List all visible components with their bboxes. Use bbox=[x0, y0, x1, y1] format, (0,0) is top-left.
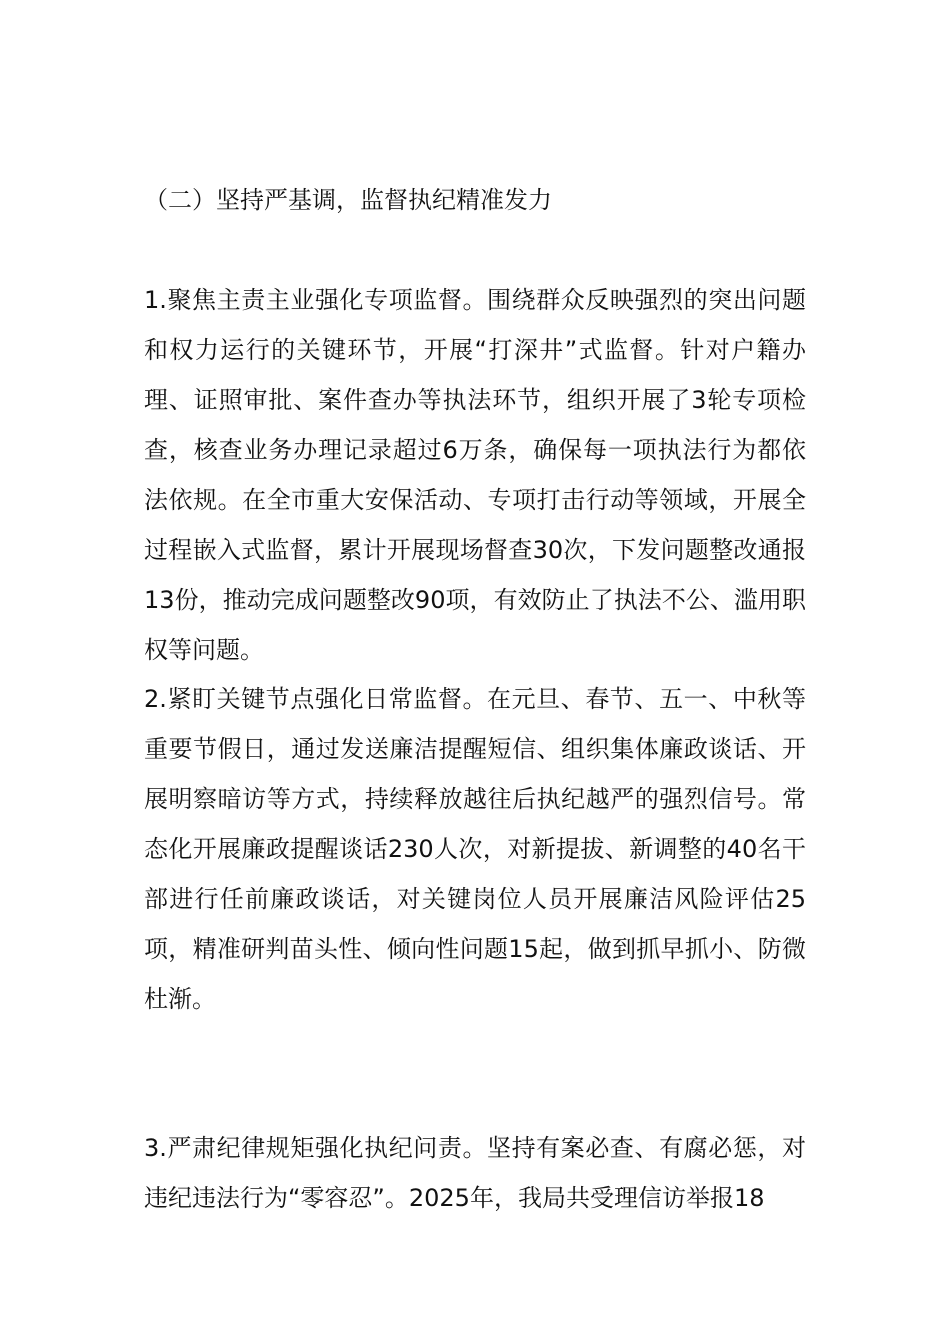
paragraph-daily-supervision: 2.紧盯关键节点强化日常监督。在元旦、春节、五一、中秋等重要节假日，通过发送廉洁提醒短信、组织集体廉政谈话、开展明察暗访等方式，持续释放越往后执纪越严的强烈信号。常态化开展廉政提醒谈话230人次，对新提拔、新调整的40名干部进行任前廉政谈话，对关键岗位人员开展廉洁风险评估25项，精准研判苗头性、倾向性问题15起，做到抓早抓小、防微杜渐。 bbox=[144, 685, 806, 1013]
section-heading: （二）坚持严基调，监督执纪精准发力 bbox=[144, 186, 552, 214]
paragraph-discipline-accountability: 3.严肃纪律规矩强化执纪问责。坚持有案必查、有腐必惩，对违纪违法行为“零容忍”。2025年，我局共受理信访举报18 bbox=[144, 1134, 806, 1212]
paragraph-special-supervision: 1.聚焦主责主业强化专项监督。围绕群众反映强烈的突出问题和权力运行的关键环节，开展“打深井”式监督。针对户籍办理、证照审批、案件查办等执法环节，组织开展了3轮专项检查，核查业务办理记录超过6万条，确保每一项执法行为都依法依规。在全市重大安保活动、专项打击行动等领域，开展全过程嵌入式监督，累计开展现场督查30次，下发问题整改通报13份，推动完成问题整改90项，有效防止了执法不公、滥用职权等问题。 bbox=[144, 286, 806, 664]
